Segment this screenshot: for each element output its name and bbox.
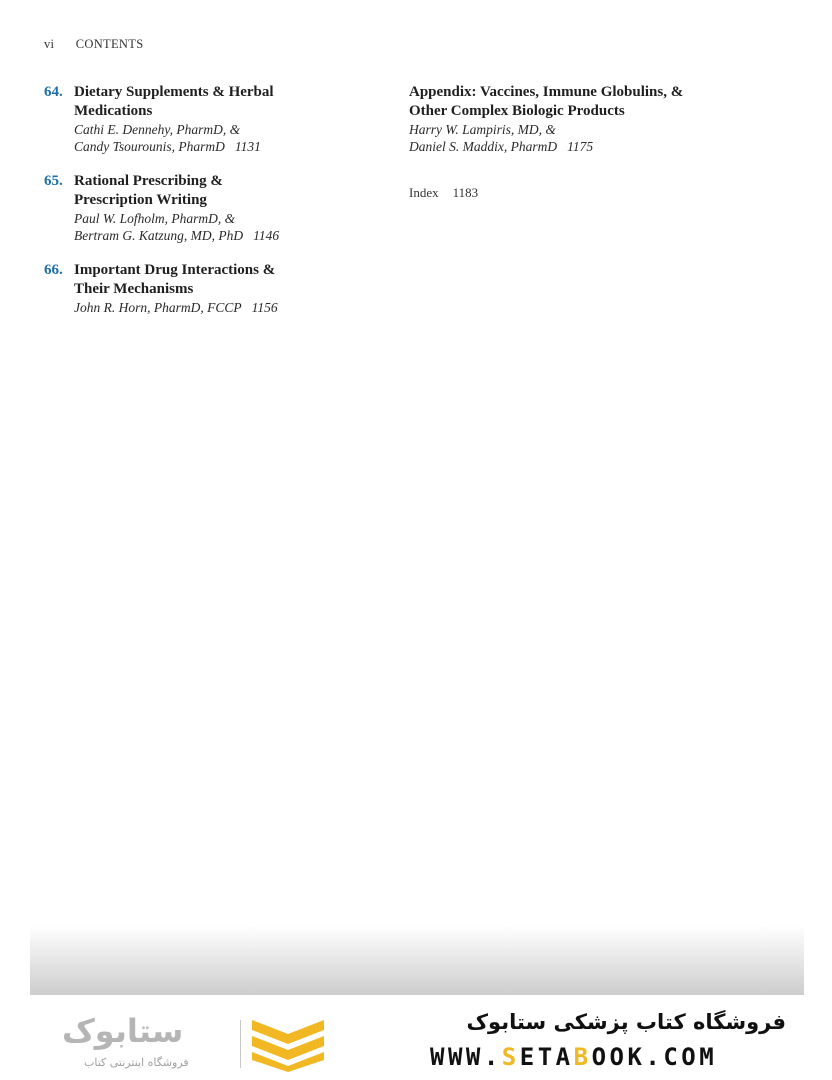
author-names: Candy Tsourounis, PharmD xyxy=(74,139,225,154)
chapter-authors-line xyxy=(74,227,374,244)
toc-entry-index[interactable] xyxy=(409,185,789,201)
logo-divider xyxy=(240,1020,241,1068)
toc-left-column xyxy=(44,83,374,333)
appendix-title-line: Other Complex Biologic Products xyxy=(409,103,625,119)
chapter-authors-line: Cathi E. Dennehy, PharmD, & xyxy=(74,122,241,137)
url-highlight: S xyxy=(501,1043,520,1071)
store-url[interactable] xyxy=(430,1043,717,1071)
chapter-title-line: Medications xyxy=(74,103,153,119)
chapter-page: 1131 xyxy=(234,139,261,154)
toc-entry-appendix[interactable] xyxy=(409,83,789,155)
logo-wordmark: ستابوک xyxy=(62,1012,184,1050)
logo-subtitle: فروشگاه اینترنتی کتاب xyxy=(84,1056,189,1069)
chapter-authors-line: Paul W. Lofholm, PharmD, & xyxy=(74,211,236,226)
url-part: ETA xyxy=(519,1043,574,1071)
stacked-chevrons-icon xyxy=(248,1016,328,1072)
index-label: Index xyxy=(409,185,439,200)
appendix-authors-line xyxy=(409,138,789,155)
toc-entry-64[interactable] xyxy=(44,83,374,155)
index-page: 1183 xyxy=(452,185,479,200)
store-name: فروشگاه کتاب پزشکی ستابوک xyxy=(466,1010,786,1034)
chapter-title-line: Important Drug Interactions & xyxy=(74,262,276,278)
page-number: vi xyxy=(44,37,55,51)
author-names: John R. Horn, PharmD, FCCP xyxy=(74,300,242,315)
author-names: Daniel S. Maddix, PharmD xyxy=(409,139,558,154)
appendix-title-line: Appendix: Vaccines, Immune Globulins, & xyxy=(409,84,684,100)
toc-entry-66[interactable] xyxy=(44,261,374,316)
author-names: Bertram G. Katzung, MD, PhD xyxy=(74,228,244,243)
section-title: CONTENTS xyxy=(75,37,144,51)
toc-entry-65[interactable] xyxy=(44,172,374,244)
toc-right-column xyxy=(409,83,789,201)
chapter-number: 66. xyxy=(44,262,63,278)
chapter-authors-line xyxy=(74,299,374,316)
running-head xyxy=(44,37,143,52)
chapter-title-line: Their Mechanisms xyxy=(74,281,194,297)
url-highlight: B xyxy=(573,1043,592,1071)
appendix-page: 1175 xyxy=(567,139,594,154)
chapter-number: 65. xyxy=(44,173,63,189)
page-bottom-shadow xyxy=(30,925,804,995)
chapter-authors-line xyxy=(74,138,374,155)
chapter-title-line: Dietary Supplements & Herbal xyxy=(74,84,274,100)
appendix-authors-line: Harry W. Lampiris, MD, & xyxy=(409,122,556,137)
chapter-title-line: Prescription Writing xyxy=(74,192,207,208)
chapter-page: 1146 xyxy=(253,228,280,243)
chapter-title-line: Rational Prescribing & xyxy=(74,173,223,189)
url-part: OOK.COM xyxy=(591,1043,718,1071)
chapter-page: 1156 xyxy=(251,300,278,315)
url-part: WWW. xyxy=(430,1043,502,1071)
chapter-number: 64. xyxy=(44,84,63,100)
setabook-logo[interactable] xyxy=(62,1012,332,1076)
